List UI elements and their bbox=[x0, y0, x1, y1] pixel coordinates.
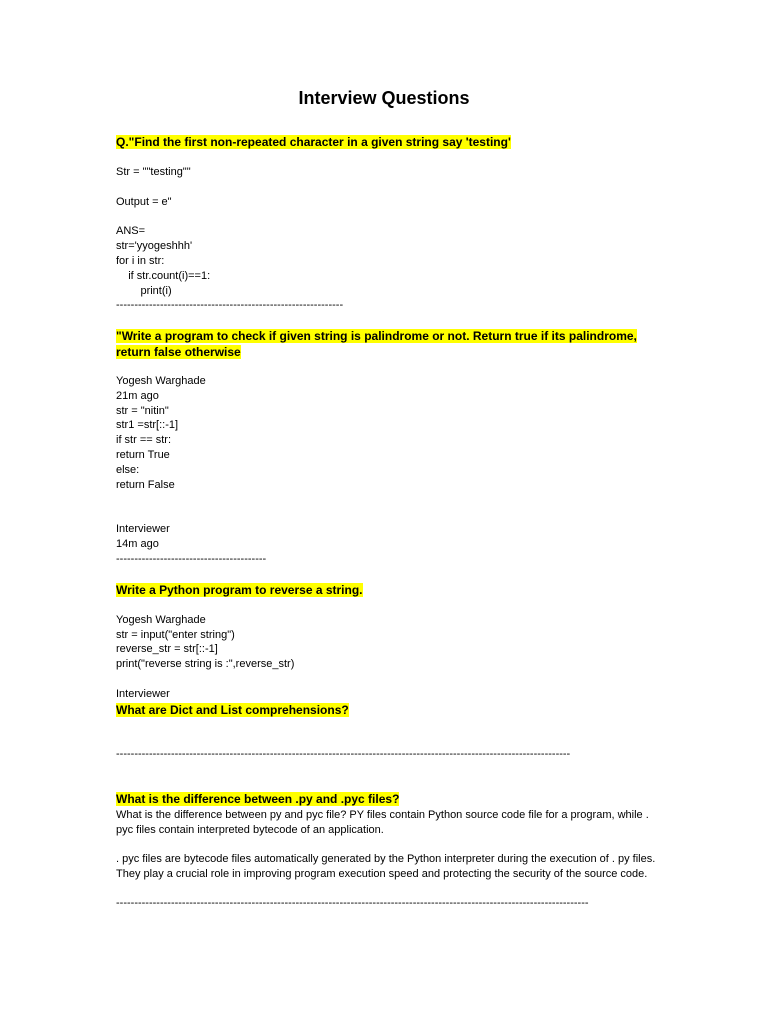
code-line: print("reverse string is :",reverse_str) bbox=[116, 658, 295, 670]
interviewer-label: Interviewer bbox=[116, 688, 170, 700]
question-4 bbox=[116, 702, 646, 718]
code-line: else: bbox=[116, 464, 140, 476]
question-3-text: Write a Python program to reverse a string. bbox=[116, 583, 363, 597]
code-line: str='yyogeshhh' bbox=[116, 240, 193, 252]
code-line: return False bbox=[116, 479, 175, 491]
code-line: print(i) bbox=[116, 285, 172, 297]
code-line: if str == str: bbox=[116, 434, 172, 446]
question-4-text: What are Dict and List comprehensions? bbox=[116, 703, 349, 717]
code-line: Str = ""testing"" bbox=[116, 166, 191, 178]
separator: -------------------------------------------------------------- bbox=[116, 299, 344, 311]
question-3 bbox=[116, 582, 646, 598]
code-line: str1 =str[::-1] bbox=[116, 419, 179, 431]
page-title: Interview Questions bbox=[298, 88, 470, 108]
answer-paragraph: What is the difference between py and pyc file? PY files contain Python source code file for a program, while . pyc files contain interpreted bytecode of an application. bbox=[116, 809, 649, 836]
question-1-text: Q."Find the first non-repeated character in a given string say 'testing' bbox=[116, 135, 511, 149]
code-line: reverse_str = str[::-1] bbox=[116, 643, 218, 655]
interviewer-label: Interviewer bbox=[116, 523, 170, 535]
code-line: return True bbox=[116, 449, 170, 461]
question-5 bbox=[116, 791, 646, 807]
question-2-text: "Write a program to check if given string is palindrome or not. Return true if its palindrome, return false otherwise bbox=[116, 329, 637, 359]
code-line: for i in str: bbox=[116, 255, 165, 267]
separator: ---------------------------------------------------------------------------------------------------------------------------- bbox=[116, 748, 571, 760]
separator: --------------------------------------------------------------------------------------------------------------------------------- bbox=[116, 897, 589, 909]
separator: ----------------------------------------- bbox=[116, 553, 267, 565]
code-line: Output = e" bbox=[116, 196, 172, 208]
question-2 bbox=[116, 328, 646, 360]
code-line: str = input("enter string") bbox=[116, 629, 235, 641]
answer-line: Yogesh Warghade bbox=[116, 375, 206, 387]
answer-paragraph: . pyc files are bytecode files automatically generated by the Python interpreter during the execution of . py files. They play a crucial role in improving program execution speed and protecting the security of the source code. bbox=[116, 853, 656, 880]
question-5-text: What is the difference between .py and .pyc files? bbox=[116, 792, 400, 806]
answer-line: Yogesh Warghade bbox=[116, 614, 206, 626]
code-line: str = "nitin" bbox=[116, 405, 169, 417]
question-1 bbox=[116, 134, 646, 150]
interviewer-time: 14m ago bbox=[116, 538, 159, 550]
code-line: if str.count(i)==1: bbox=[116, 270, 211, 282]
answer-line: 21m ago bbox=[116, 390, 159, 402]
code-line: ANS= bbox=[116, 225, 146, 237]
